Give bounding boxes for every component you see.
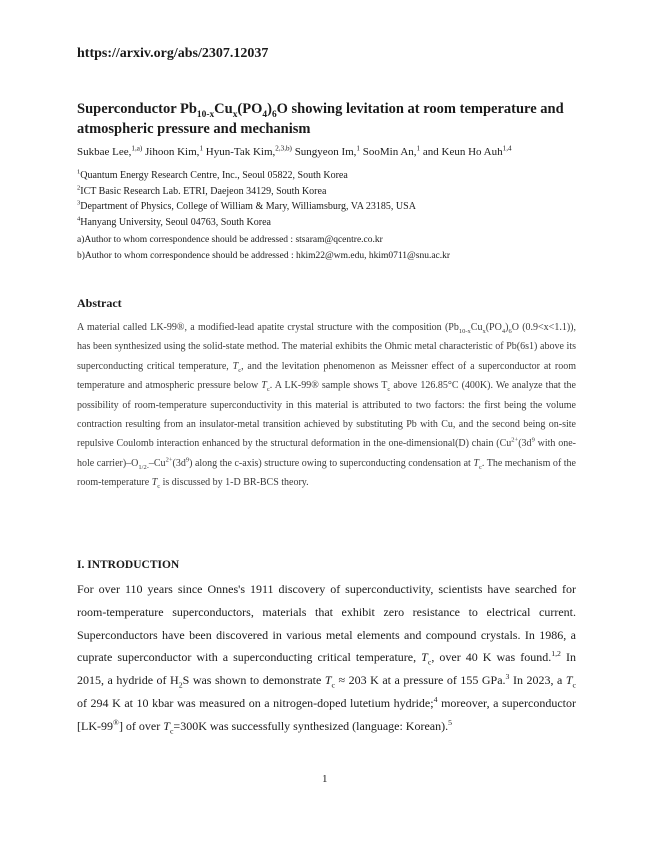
author-list: Sukbae Lee,$^{1,a)}$ Jihoon Kim,$^1$ Hyun-Tak Kim,$^{2,3,b)}$ Sungyeon Im,$^1$ SooMin An,$^1$ and Keun Ho Auh$^{1,4}$ — [77, 144, 512, 158]
arxiv-url[interactable]: https://arxiv.org/abs/2307.12037 — [77, 46, 269, 61]
abstract-heading: Abstract — [77, 296, 122, 310]
correspondence-a[interactable]: a)Author to whom correspondence should be addressed : stsaram@qcentre.co.kr — [77, 235, 383, 245]
affiliation-item: $^3$Department of Physics, College of William & Mary, Williamsburg, VA 23185, USA — [77, 199, 416, 212]
paper-title: Superconductor $Pb_{10-x}Cu_x(PO_4)_6O$ showing levitation at room temperature and atmospheric pressure and mechanism — [77, 101, 564, 137]
introduction-text: For over 110 years since Onnes's 1911 discovery of superconductivity, scientists have searched for room-temperature superconductors, materials that exhibit zero resistance to electrical current. Superconductors have been discovered in various metal elements and compound crystals. In 1986, a cuprate superconductor with a superconducting critical temperature, $T_c$, over 40 K was found.$^{1,2}$ In 2015, a hydride of $H_2S$ was shown to demonstrate $T_c \approx 203$ K at a pressure of 155 GPa.$^3$ In 2023, a $T_c$ of 294 K at 10 kbar was measured on a nitrogen-doped lutetium hydride;$^4$ moreover, a superconductor [LK-99®] of over $T_c=300K$ was successfully synthesized (language: Korean).$^5$ — [77, 582, 576, 736]
correspondence — [77, 232, 617, 264]
affiliation-item: $^1$Quantum Energy Research Centre, Inc., Seoul 05822, South Korea — [77, 168, 348, 181]
correspondence-b[interactable]: b)Author to whom correspondence should be addressed : hkim22@wm.edu, hkim0711@snu.ac.kr — [77, 251, 451, 261]
page-number: 1 — [322, 773, 328, 785]
affiliation-item: $^2$ICT Basic Research Lab. ETRI, Daejeon 34129, South Korea — [77, 184, 327, 197]
affiliation-item: $^4$Hanyang University, Seoul 04763, South Korea — [77, 215, 271, 228]
abstract-text: A material called LK-99®, a modified-lead apatite crystal structure with the composition ($Pb_{10-x}Cu_x(PO_4)_6O$ (0.9<x<1.1)), has been synthesized using the solid-state method. The material exhibits the Ohmic metal characteristic of Pb(6s1) above its superconducting critical temperature, $T_c$, and the levitation phenomenon as Meissner effect of a superconductor at room temperature and atmospheric pressure below $T_c$. A LK-99® sample shows $T_c$ above 126.85°C (400K). We analyze that the possibility of room-temperature superconductivity in this material is attributed to two factors: the first being the volume contraction resulting from an insulator-metal transition achieved by substituting Pb with Cu, and the second being on-site repulsive Coulomb interaction enhanced by the structural deformation in the one-dimensional(D) chain ($Cu^{2+}(3d^9$ with one-hole $carrier)-O_{1/2-}-Cu^{2+}(3d^9)$ along the c-axis) structure owing to superconducting condensation at $T_c$. The mechanism of the room-temperature $T_c$ is discussed by 1-D BR-BCS theory. — [77, 322, 577, 491]
affiliations — [77, 168, 597, 230]
section-heading-introduction: I. INTRODUCTION — [77, 559, 180, 571]
